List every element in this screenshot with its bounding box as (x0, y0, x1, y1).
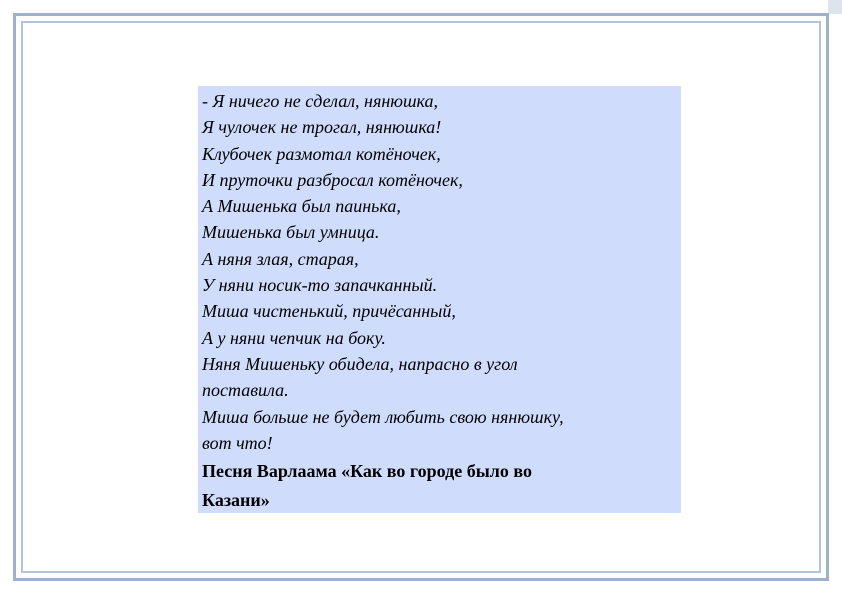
song-title-line: Казани» (202, 490, 270, 511)
poem-line: вот что! (202, 432, 273, 453)
poem-line: А у няни чепчик на боку. (202, 327, 386, 348)
poem-line: - Я ничего не сделал, нянюшка, (202, 91, 439, 111)
poem-line: Миша больше не будет любить свою нянюшку, (202, 406, 564, 427)
poem-line: А Мишенька был паинька, (202, 196, 401, 217)
poem-line: поставила. (202, 380, 289, 401)
lyrics-text-box (198, 86, 681, 513)
poem-line: Я чулочек не трогал, нянюшка! (202, 117, 442, 138)
song-title-line: Песня Варлаама «Как во городе было во (202, 461, 532, 482)
poem-line: Миша чистенький, причёсанный, (202, 301, 456, 322)
poem-line: Клубочек размотал котёночек, (202, 143, 441, 164)
poem-line: А няня злая, старая, (202, 248, 359, 269)
poem-line: И пруточки разбросал котёночек, (202, 169, 463, 190)
corner-shadow (828, 0, 842, 14)
poem-line: У няни носик-то запачканный. (202, 275, 438, 296)
poem-line: Няня Мишеньку обидела, напрасно в угол (202, 353, 518, 374)
poem-line: Мишенька был умница. (202, 222, 380, 243)
